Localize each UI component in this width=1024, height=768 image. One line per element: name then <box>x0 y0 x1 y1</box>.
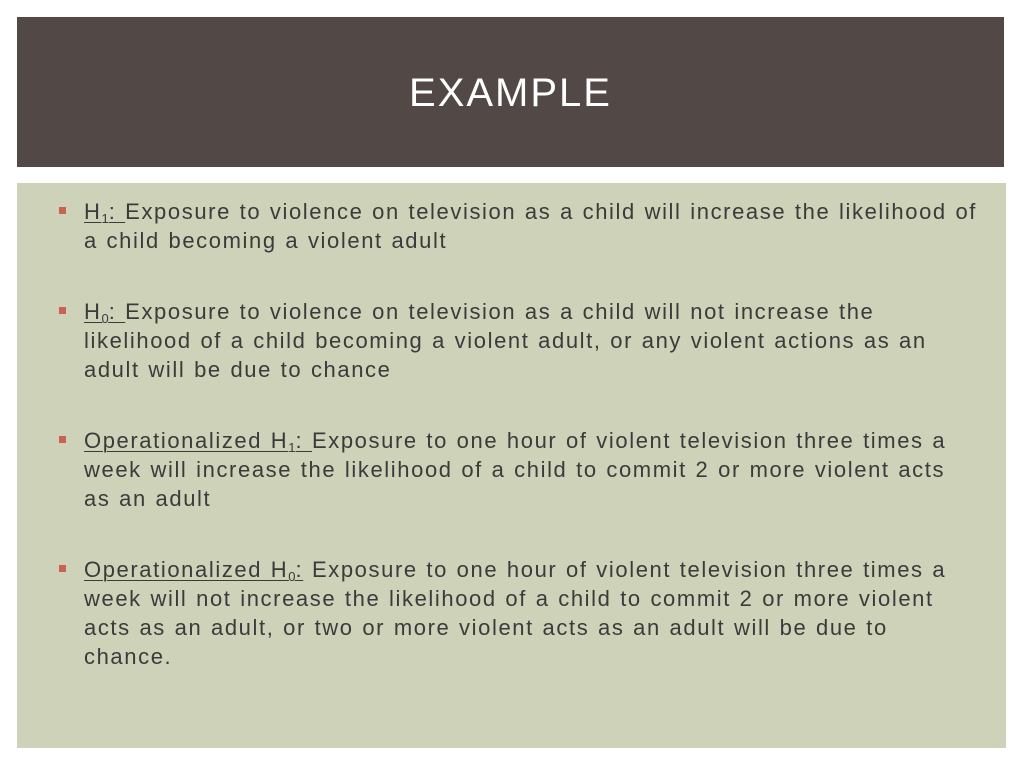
bullet-text: Exposure to violence on television as a child will not increase the likelihood of a child becoming a violent adult, or any violent actions as an adult will be due to chance <box>84 299 927 382</box>
bullet-text: Exposure to violence on television as a child will increase the likelihood of a child becoming a violent adult <box>84 199 977 253</box>
bullet-lead: Operationalized $H_0$: <box>84 557 304 584</box>
bullet-lead: Operationalized $H_1$: <box>84 428 312 455</box>
title-band <box>17 17 1004 167</box>
square-bullet-icon <box>59 207 66 214</box>
slide-title: EXAMPLE <box>409 70 612 115</box>
square-bullet-icon <box>59 307 66 314</box>
bullet-text: Exposure to one hour of violent television three times a week will increase the likelihood of a child to commit 2 or more violent acts as an adult <box>84 428 947 511</box>
bullet-lead: $H_0$: <box>84 299 126 326</box>
bullet-lead: $H_1$: <box>84 199 126 226</box>
square-bullet-icon <box>59 565 66 572</box>
bullet-list <box>59 197 979 713</box>
bullet-text: Exposure to one hour of violent television three times a week will not increase the likelihood of a child to commit 2 or more violent acts as an adult, or two or more violent acts as an adult will be due to chance. <box>84 557 947 669</box>
square-bullet-icon <box>59 436 66 443</box>
bullet-operationalized-h1 <box>59 426 979 513</box>
content-panel <box>17 183 1006 748</box>
bullet-operationalized-h0 <box>59 555 979 671</box>
bullet-h0 <box>59 297 979 384</box>
bullet-h1 <box>59 197 979 255</box>
